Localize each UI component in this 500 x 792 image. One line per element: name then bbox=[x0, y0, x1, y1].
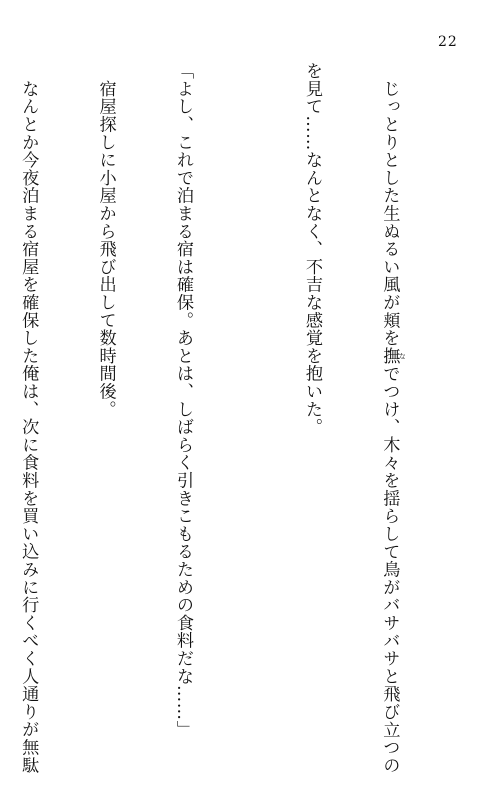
text-line: 宿屋探しに小屋から飛び出して数時間後。 bbox=[95, 62, 116, 418]
text-line: なんとか今夜泊まる宿屋を確保した俺は、次に食料を買い込みに行くべく人通りが無駄 bbox=[18, 62, 39, 774]
ruby-annotation: 撫 な bbox=[379, 346, 407, 365]
text-line: を見て……なんとなく、不吉な感覚を抱いた。 bbox=[302, 62, 323, 436]
novel-text bbox=[18, 62, 458, 775]
text-line: 「よし、これで泊まる宿は確保。あとは、しばらく引きこもるための食料だな……」 bbox=[173, 62, 194, 739]
text-line: じっとりとした生ぬるい風が頬を撫 なでつけ、木々を揺らして鳥がバサバサと飛び立つの bbox=[379, 62, 407, 775]
page-number: 22 bbox=[438, 34, 458, 50]
